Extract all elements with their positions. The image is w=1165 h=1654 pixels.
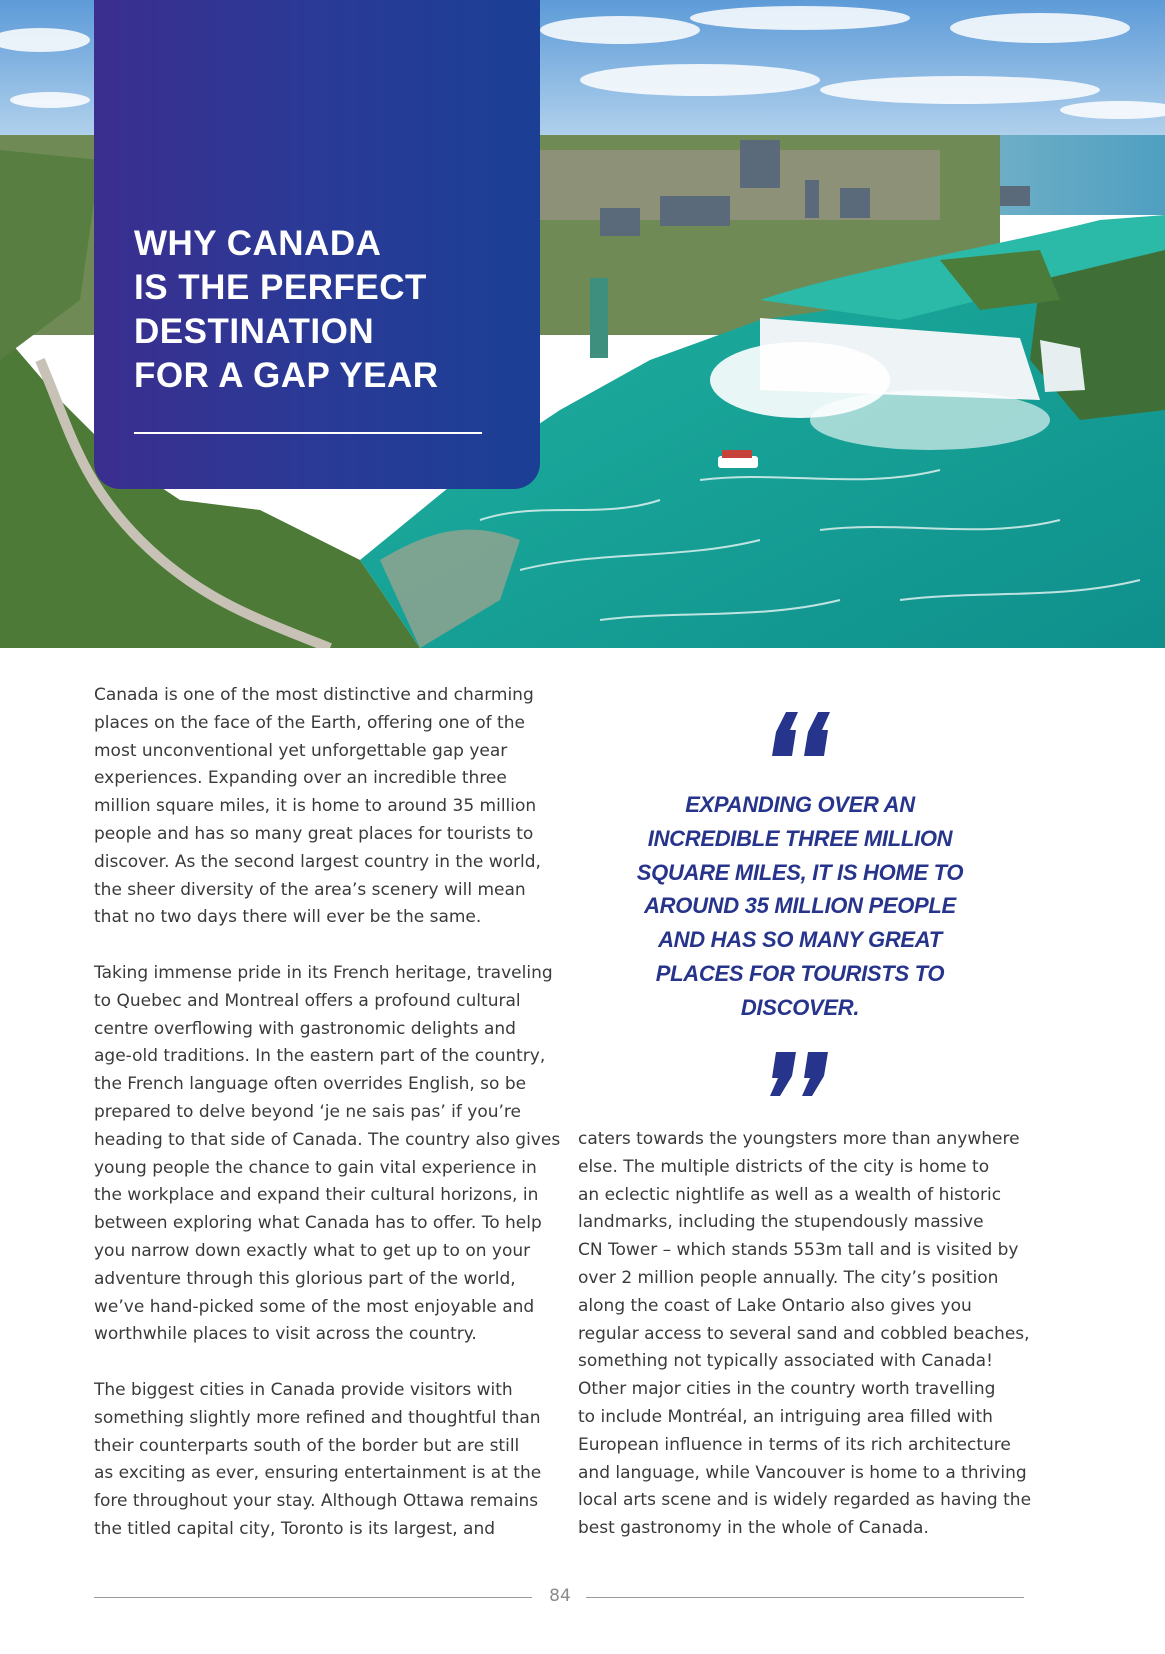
body-line: we’ve hand-picked some of the most enjoyable and xyxy=(94,1296,535,1317)
body-line: along the coast of Lake Ontario also gives you xyxy=(578,1295,972,1316)
footer-rule-left xyxy=(94,1597,532,1598)
body-line: young people the chance to gain vital experience in xyxy=(94,1157,537,1178)
body-line: else. The multiple districts of the city is home to xyxy=(578,1156,990,1177)
body-line: most unconventional yet unforgettable gap year xyxy=(94,740,508,761)
body-line: between exploring what Canada has to offer. To help xyxy=(94,1213,542,1234)
pull-quote-line: DISCOVER. xyxy=(740,994,860,1020)
body-line: prepared to delve beyond ‘je ne sais pas’ if you’re xyxy=(94,1101,521,1122)
pull-quote-line: INCREDIBLE THREE MILLION xyxy=(647,825,953,851)
body-line: something not typically associated with Canada! xyxy=(578,1351,993,1372)
pull-quote xyxy=(600,788,1000,1025)
close-quote-icon xyxy=(770,1052,832,1096)
footer-rule-right xyxy=(586,1597,1024,1598)
body-line: worthwhile places to visit across the country. xyxy=(94,1324,477,1345)
body-line: centre overflowing with gastronomic delights and xyxy=(94,1018,516,1039)
body-line: fore throughout your stay. Although Ottawa remains xyxy=(94,1491,539,1512)
body-line: local arts scene and is widely regarded as having the xyxy=(578,1490,1032,1511)
body-line: that no two days there will ever be the same. xyxy=(94,907,482,928)
body-line: over 2 million people annually. The city’s position xyxy=(578,1267,999,1288)
title-line: FOR A GAP YEAR xyxy=(134,356,439,395)
body-line: their counterparts south of the border but are still xyxy=(94,1435,520,1456)
body-line: caters towards the youngsters more than anywhere xyxy=(578,1129,1020,1149)
body-line: the workplace and expand their cultural horizons, in xyxy=(94,1185,539,1206)
body-line: CN Tower – which stands 553m tall and is visited by xyxy=(578,1240,1019,1261)
paragraph-gap xyxy=(94,932,544,960)
body-line: places on the face of the Earth, offering one of the xyxy=(94,712,525,733)
body-line: to include Montréal, an intriguing area filled with xyxy=(578,1406,993,1427)
page-title xyxy=(134,222,514,398)
pull-quote-line: AROUND 35 MILLION PEOPLE xyxy=(644,893,956,919)
body-line: heading to that side of Canada. The country also gives xyxy=(94,1129,561,1150)
body-line: discover. As the second largest country in the world, xyxy=(94,851,541,872)
body-line: landmarks, including the stupendously massive xyxy=(578,1212,984,1233)
page-number: 84 xyxy=(549,1586,571,1606)
body-column-left xyxy=(94,682,561,1544)
title-line: DESTINATION xyxy=(134,312,375,351)
pull-quote-line: SQUARE MILES, IT IS HOME TO xyxy=(636,859,964,885)
pull-quote-line: PLACES FOR TOURISTS TO xyxy=(655,960,945,986)
body-line: regular access to several sand and cobbled beaches, xyxy=(578,1323,1030,1344)
body-line: you narrow down exactly what to get up to on your xyxy=(94,1240,531,1261)
body-line: Canada is one of the most distinctive and charming xyxy=(94,685,534,705)
open-quote-icon xyxy=(770,712,832,756)
body-column-right xyxy=(578,1126,1032,1543)
body-line: people and has so many great places for tourists to xyxy=(94,823,534,844)
body-line: an eclectic nightlife as well as a wealth of historic xyxy=(578,1184,1002,1205)
body-line: the sheer diversity of the area’s scenery will mean xyxy=(94,879,526,900)
body-line: and language, while Vancouver is home to a thriving xyxy=(578,1462,1027,1483)
body-line: Taking immense pride in its French heritage, traveling xyxy=(94,962,553,983)
body-line: age-old traditions. In the eastern part of the country, xyxy=(94,1046,546,1067)
body-line: million square miles, it is home to around 35 million xyxy=(94,796,537,817)
title-line: WHY CANADA xyxy=(134,224,382,263)
body-line: the French language often overrides English, so be xyxy=(94,1074,527,1095)
title-line: IS THE PERFECT xyxy=(134,268,427,307)
body-line: adventure through this glorious part of the world, xyxy=(94,1268,516,1289)
body-line: something slightly more refined and thoughtful than xyxy=(94,1407,541,1428)
body-line: to Quebec and Montreal offers a profound cultural xyxy=(94,990,521,1011)
pull-quote-line: EXPANDING OVER AN xyxy=(685,792,915,817)
body-line: experiences. Expanding over an incredible three xyxy=(94,768,507,789)
body-line: The biggest cities in Canada provide visitors with xyxy=(94,1379,513,1400)
paragraph-gap xyxy=(94,1349,544,1377)
title-divider xyxy=(134,432,482,434)
pull-quote-line: AND HAS SO MANY GREAT xyxy=(658,927,942,953)
title-card xyxy=(94,0,540,489)
body-line: as exciting as ever, ensuring entertainment is at the xyxy=(94,1463,542,1484)
body-line: best gastronomy in the whole of Canada. xyxy=(578,1518,929,1539)
body-line: the titled capital city, Toronto is its largest, and xyxy=(94,1518,496,1539)
body-line: Other major cities in the country worth travelling xyxy=(578,1379,996,1400)
body-line: European influence in terms of its rich architecture xyxy=(578,1434,1011,1455)
